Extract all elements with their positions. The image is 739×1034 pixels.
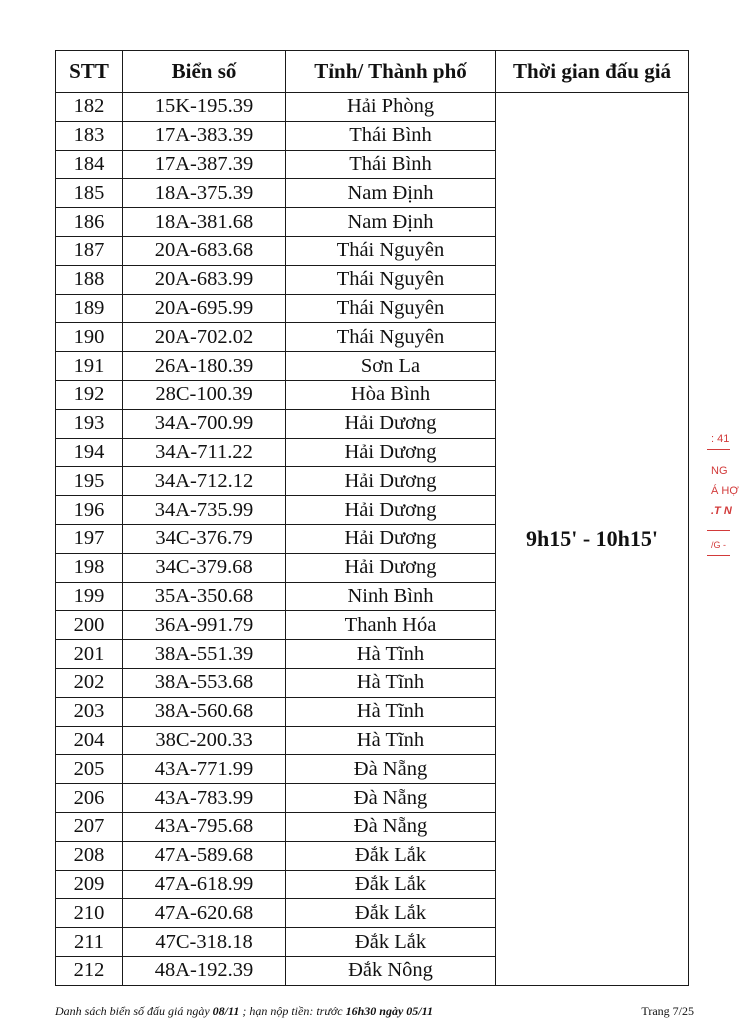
stamp-rule [707,555,730,556]
plate-cell: 35A-350.68 [123,582,286,611]
plate-cell: 38C-200.33 [123,726,286,755]
auction-table [55,50,689,986]
plate-cell: 47A-589.68 [123,841,286,870]
plate-cell: 34A-700.99 [123,409,286,438]
plate-cell: 18A-381.68 [123,208,286,237]
province-cell: Đắk Lắk [286,841,496,870]
province-cell: Hải Phòng [286,93,496,122]
province-cell: Hải Dương [286,409,496,438]
plate-cell: 26A-180.39 [123,352,286,381]
stt-cell: 203 [56,697,123,726]
province-cell: Hà Tĩnh [286,726,496,755]
footer-text-2: ; hạn nộp tiền: trước [239,1004,346,1018]
plate-cell: 36A-991.79 [123,611,286,640]
footer-note [55,1004,695,1019]
province-cell: Thái Nguyên [286,265,496,294]
stamp-line-1: : 41 [711,433,730,445]
stt-cell: 196 [56,496,123,525]
province-cell: Hải Dương [286,496,496,525]
stt-cell: 185 [56,179,123,208]
province-cell: Thái Nguyên [286,323,496,352]
stt-cell: 182 [56,93,123,122]
province-cell: Đà Nẵng [286,784,496,813]
plate-cell: 34A-712.12 [123,467,286,496]
stamp-rule [707,449,730,450]
header-province: Tỉnh/ Thành phố [286,51,496,93]
province-cell: Sơn La [286,352,496,381]
stt-cell: 186 [56,208,123,237]
stt-cell: 190 [56,323,123,352]
province-cell: Thái Bình [286,121,496,150]
plate-cell: 43A-783.99 [123,784,286,813]
province-cell: Thái Bình [286,150,496,179]
red-stamp-fragment [707,430,739,570]
plate-cell: 38A-553.68 [123,668,286,697]
stt-cell: 195 [56,467,123,496]
province-cell: Hòa Bình [286,380,496,409]
stamp-line-2: NG [711,465,728,477]
plate-cell: 17A-383.39 [123,121,286,150]
plate-cell: 34C-379.68 [123,553,286,582]
table-row [56,93,689,122]
header-auction-time: Thời gian đấu giá [496,51,689,93]
header-plate: Biển số [123,51,286,93]
province-cell: Đắk Lắk [286,870,496,899]
plate-cell: 47A-618.99 [123,870,286,899]
stt-cell: 209 [56,870,123,899]
footer-payment-deadline: 16h30 ngày 05/11 [345,1004,433,1018]
province-cell: Đà Nẵng [286,755,496,784]
plate-cell: 47C-318.18 [123,928,286,957]
stamp-line-4: .T N [711,505,732,517]
stamp-line-3: Á HỢ [711,485,739,497]
province-cell: Hà Tĩnh [286,640,496,669]
table-body [56,93,689,986]
plate-cell: 20A-683.68 [123,236,286,265]
province-cell: Hải Dương [286,438,496,467]
footer-auction-date: 08/11 [212,1004,240,1018]
stt-cell: 200 [56,611,123,640]
stamp-rule [707,530,730,531]
stt-cell: 198 [56,553,123,582]
plate-cell: 20A-683.99 [123,265,286,294]
province-cell: Hải Dương [286,524,496,553]
stt-cell: 201 [56,640,123,669]
plate-cell: 20A-695.99 [123,294,286,323]
province-cell: Đắk Nông [286,956,496,985]
stt-cell: 205 [56,755,123,784]
stt-cell: 187 [56,236,123,265]
province-cell: Đắk Lắk [286,928,496,957]
stt-cell: 193 [56,409,123,438]
plate-cell: 20A-702.02 [123,323,286,352]
header-stt: STT [56,51,123,93]
table-header-row [56,51,689,93]
plate-cell: 43A-771.99 [123,755,286,784]
province-cell: Nam Định [286,179,496,208]
province-cell: Hà Tĩnh [286,668,496,697]
stt-cell: 184 [56,150,123,179]
stt-cell: 206 [56,784,123,813]
plate-cell: 43A-795.68 [123,812,286,841]
plate-cell: 34A-711.22 [123,438,286,467]
province-cell: Đà Nẵng [286,812,496,841]
stt-cell: 197 [56,524,123,553]
province-cell: Hải Dương [286,553,496,582]
stt-cell: 210 [56,899,123,928]
plate-cell: 18A-375.39 [123,179,286,208]
page-number: Trang 7/25 [641,1004,694,1018]
plate-cell: 17A-387.39 [123,150,286,179]
province-cell: Thái Nguyên [286,294,496,323]
plate-cell: 38A-560.68 [123,697,286,726]
auction-time-cell: 9h15' - 10h15' [496,93,689,986]
stt-cell: 183 [56,121,123,150]
stt-cell: 189 [56,294,123,323]
province-cell: Nam Định [286,208,496,237]
plate-cell: 38A-551.39 [123,640,286,669]
stt-cell: 202 [56,668,123,697]
stt-cell: 204 [56,726,123,755]
plate-cell: 28C-100.39 [123,380,286,409]
province-cell: Thanh Hóa [286,611,496,640]
stt-cell: 199 [56,582,123,611]
plate-cell: 15K-195.39 [123,93,286,122]
stamp-line-5: /G - [711,540,726,550]
province-cell: Đắk Lắk [286,899,496,928]
footer-text-1: Danh sách biển số đấu giá ngày [55,1004,213,1018]
stt-cell: 211 [56,928,123,957]
stt-cell: 208 [56,841,123,870]
stt-cell: 212 [56,956,123,985]
plate-cell: 47A-620.68 [123,899,286,928]
stt-cell: 194 [56,438,123,467]
stt-cell: 188 [56,265,123,294]
stt-cell: 192 [56,380,123,409]
plate-cell: 34C-376.79 [123,524,286,553]
plate-cell: 48A-192.39 [123,956,286,985]
stt-cell: 207 [56,812,123,841]
province-cell: Ninh Bình [286,582,496,611]
plate-cell: 34A-735.99 [123,496,286,525]
province-cell: Hà Tĩnh [286,697,496,726]
province-cell: Thái Nguyên [286,236,496,265]
province-cell: Hải Dương [286,467,496,496]
stt-cell: 191 [56,352,123,381]
